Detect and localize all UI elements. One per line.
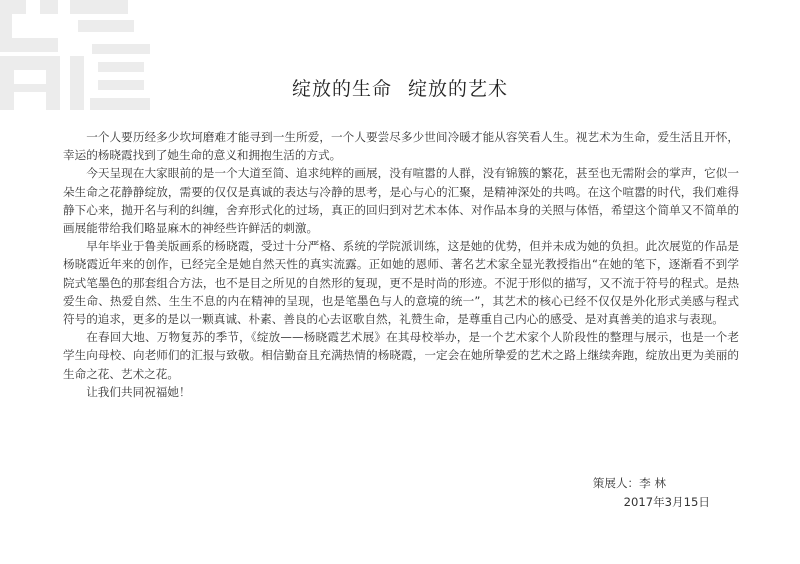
paragraph-3: 早年毕业于鲁美版画系的杨晓霞，受过十分严格、系统的学院派训练，这是她的优势，但并未成为她的负担。此次展览的作品是杨晓霞近年来的创作，已经完全是她自然天性的真实流露。正如她的恩师、著名艺术家全显光教授指出“在她的笔下，逐渐看不到学院式笔墨色的那套组合方法，也不是目之所见的自然形的复现，更不是时尚的形迹。不泥于形似的描写，又不流于符号的程式。是热爱生命、热爱自然、生生不息的内在精神的呈现，也是笔墨色与人的意境的统一”，其艺术的核心已经不仅仅是外化形式美感与程式符号的追求，更多的是以一颗真诚、朴素、善良的心去讴歌自然，礼赞生命，是尊重自己内心的感受、是对真善美的追求与表现。 bbox=[63, 239, 739, 327]
curator-name: 策展人：李 林 bbox=[592, 476, 666, 490]
article-body bbox=[63, 128, 739, 401]
signature-date: 2017年3月15日 bbox=[623, 495, 710, 509]
title-part-two: 绽放的艺术 bbox=[408, 78, 509, 100]
article-title bbox=[0, 74, 800, 101]
paragraph-5: 让我们共同祝福她！ bbox=[86, 384, 191, 399]
paragraph-4: 在春回大地、万物复苏的季节，《绽放——杨晓霞艺术展》在其母校举办，是一个艺术家个人阶段性的整理与展示，也是一个老学生向母校、向老师们的汇报与致敬。相信勤奋且充满热情的杨晓霞，一定会在她所挚爱的艺术之路上继续奔跑，绽放出更为美丽的生命之花、艺术之花。 bbox=[63, 330, 739, 381]
paragraph-1: 一个人要历经多少坎坷磨难才能寻到一生所爱，一个人要尝尽多少世间冷暖才能从容笑看人生。视艺术为生命，爱生活且开怀，幸运的杨晓霞找到了她生命的意义和拥抱生活的方式。 bbox=[63, 130, 739, 163]
paragraph-2: 今天呈现在大家眼前的是一个大道至简、追求纯粹的画展，没有喧嚣的人群，没有锦簇的繁花，甚至也无需附会的掌声，它似一朵生命之花静静绽放，需要的仅仅是真诚的表达与冷静的思考，是心与心的汇聚，是精神深处的共鸣。在这个喧嚣的时代，我们难得静下心来，抛开名与利的纠缠，舍弃形式化的过场，真正的回归到对艺术本体、对作品本身的关照与体悟，希望这个简单又不简单的画展能带给我们略显麻木的神经些许鲜活的刺激。 bbox=[63, 166, 739, 236]
title-part-one: 绽放的生命 bbox=[291, 78, 392, 100]
signature-block bbox=[560, 474, 710, 512]
